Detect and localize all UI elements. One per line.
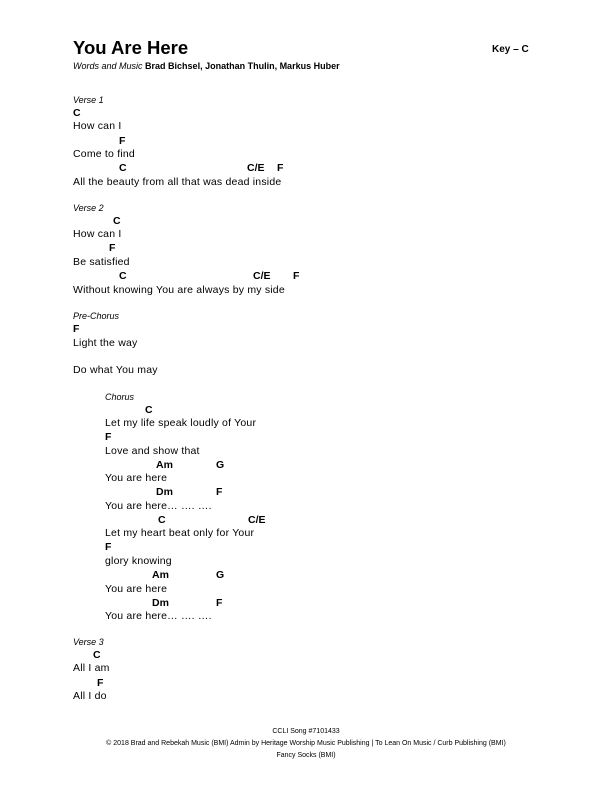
lyric-line: How can I xyxy=(73,120,122,132)
chord: F xyxy=(109,242,116,254)
chord: F xyxy=(293,270,300,282)
song-credits xyxy=(73,60,340,72)
lyric-line: All I am xyxy=(73,662,110,674)
song-key: Key – C xyxy=(492,44,529,55)
chord: Am xyxy=(152,569,169,581)
chord: C xyxy=(113,215,121,227)
footer-copyright: © 2018 Brad and Rebekah Music (BMI) Admin by Heritage Worship Music Publishing | To Lean On Music / Curb Publishing (BMI) xyxy=(106,740,506,747)
lyric-line: You are here… …. …. xyxy=(105,610,212,622)
footer-extra: Fancy Socks (BMI) xyxy=(276,752,336,759)
lyric-line: You are here xyxy=(105,583,168,595)
chord: Dm xyxy=(152,597,169,609)
lyric-line: Light the way xyxy=(73,337,138,349)
lyric-line: All the beauty from all that was dead inside xyxy=(73,176,282,188)
lyric-line: Without knowing You are always by my side xyxy=(73,284,285,296)
chord: C/E xyxy=(248,514,266,526)
section-label-verse-2: Verse 2 xyxy=(73,203,104,213)
lyric-line: Let my heart beat only for Your xyxy=(105,527,255,539)
chord: Am xyxy=(156,459,173,471)
lyric-line: All I do xyxy=(73,690,107,702)
song-title: You Are Here xyxy=(73,37,189,58)
lyric-line: Come to find xyxy=(73,148,135,160)
footer-ccli: CCLI Song #7101433 xyxy=(272,728,340,735)
lyric-line: How can I xyxy=(73,228,122,240)
section-label-chorus: Chorus xyxy=(105,392,135,402)
chord: F xyxy=(216,486,223,498)
chord: C xyxy=(73,107,81,119)
chord: F xyxy=(216,597,223,609)
chord: F xyxy=(105,541,112,553)
chord: C xyxy=(93,649,101,661)
lyric-line: Love and show that xyxy=(105,445,200,457)
chord: C/E xyxy=(253,270,271,282)
chord: C/E xyxy=(247,162,265,174)
chord: F xyxy=(97,677,104,689)
lyric-line: Be satisfied xyxy=(73,256,130,268)
chord: Dm xyxy=(156,486,173,498)
chord: F xyxy=(277,162,284,174)
chord: F xyxy=(73,323,80,335)
chord: C xyxy=(145,404,153,416)
lyric-line: Do what You may xyxy=(73,364,158,376)
chord: G xyxy=(216,569,225,581)
credits-names: Brad Bichsel, Jonathan Thulin, Markus Huber xyxy=(145,61,340,71)
chord: C xyxy=(119,270,127,282)
section-label-verse-3: Verse 3 xyxy=(73,637,104,647)
chord: C xyxy=(119,162,127,174)
chord: F xyxy=(119,135,126,147)
credits-label: Words and Music xyxy=(73,61,143,71)
section-label-verse-1: Verse 1 xyxy=(73,95,104,105)
lyric-line: You are here xyxy=(105,472,168,484)
chord: F xyxy=(105,431,112,443)
lyric-line: Let my life speak loudly of Your xyxy=(105,417,257,429)
chord: C xyxy=(158,514,166,526)
chord: G xyxy=(216,459,225,471)
lyric-line: You are here… …. …. xyxy=(105,500,212,512)
lyric-line: glory knowing xyxy=(105,555,172,567)
section-label-pre-chorus: Pre-Chorus xyxy=(73,311,120,321)
